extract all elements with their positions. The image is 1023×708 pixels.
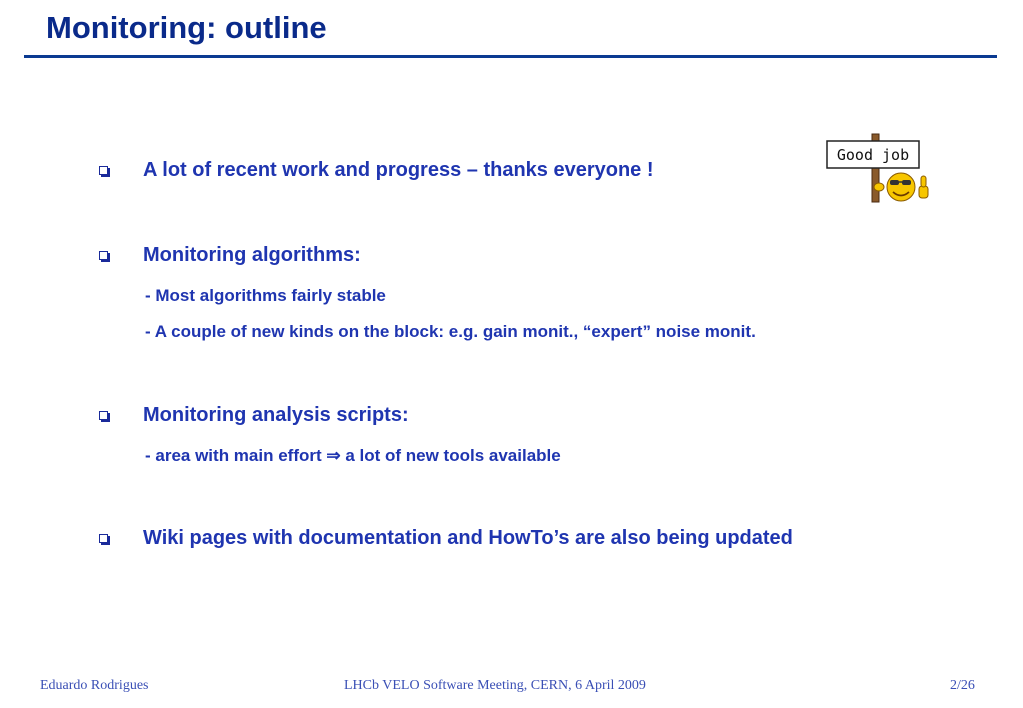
- title-divider: [24, 55, 997, 58]
- bullet-item: [99, 527, 793, 550]
- footer-author: Eduardo Rodrigues: [40, 678, 149, 693]
- checkbox-bullet-icon: [99, 534, 108, 543]
- bullet-text: Monitoring analysis scripts:: [143, 404, 409, 426]
- footer-meeting: LHCb VELO Software Meeting, CERN, 6 April 2009: [344, 678, 646, 693]
- bullet-text: Monitoring algorithms:: [143, 244, 361, 266]
- bullet-item: [99, 244, 361, 267]
- sub-bullet-text: - area with main effort ⇒ a lot of new tools available: [145, 446, 561, 465]
- bullet-text: A lot of recent work and progress – thanks everyone !: [143, 159, 654, 181]
- footer-page-number: 2/26: [950, 678, 975, 693]
- slide-title: Monitoring: outline: [46, 10, 327, 45]
- bullet-item: [99, 159, 654, 182]
- sign-text: Good job: [836, 146, 910, 164]
- checkbox-bullet-icon: [99, 411, 108, 420]
- good-job-smiley-icon: [826, 132, 936, 204]
- sub-bullet-text: - A couple of new kinds on the block: e.g. gain monit., “expert” noise monit.: [145, 322, 756, 341]
- checkbox-bullet-icon: [99, 251, 108, 260]
- sub-bullet-text: - Most algorithms fairly stable: [145, 286, 386, 305]
- checkbox-bullet-icon: [99, 166, 108, 175]
- bullet-text: Wiki pages with documentation and HowTo’s are also being updated: [143, 527, 793, 549]
- bullet-item: [99, 404, 409, 427]
